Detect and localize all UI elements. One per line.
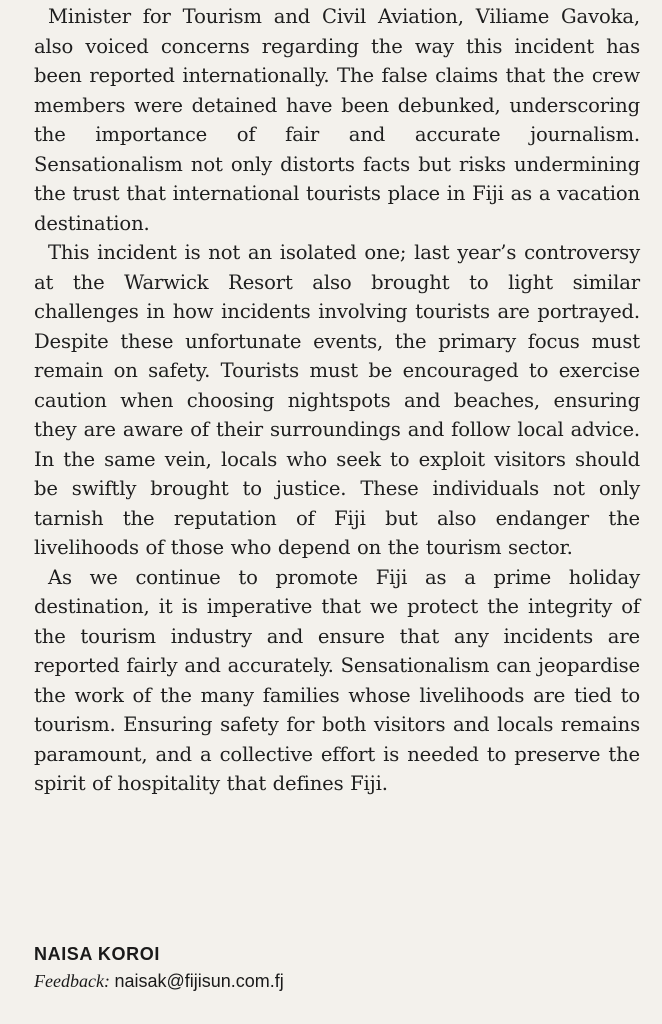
feedback-label: Feedback: xyxy=(34,971,110,991)
article-paragraph: As we continue to promote Fiji as a prime holiday destination, it is imperative that we protect the integrity of the tourism industry and ensure that any incidents are reported fairly and accurately. Sensationalism can jeopardise the work of the many families whose livelihoods are tied to tourism. Ensuring safety for both visitors and locals remains paramount, and a collective effort is needed to preserve the spirit of hospitality that defines Fiji. xyxy=(34,565,640,795)
author-name: NAISA KOROI xyxy=(34,944,160,964)
feedback-email: naisak@fijisun.com.fj xyxy=(114,971,284,991)
feedback-line xyxy=(34,971,284,992)
byline xyxy=(34,944,284,992)
article-body xyxy=(34,2,640,799)
article-paragraph: Minister for Tourism and Civil Aviation, Viliame Gavoka, also voiced concerns regarding the way this incident has been reported internationally. The false claims that the crew members were detained have been debunked, underscoring the importance of fair and accurate journalism. Sensationalism not only distorts facts but risks undermining the trust that international tourists place in Fiji as a vacation destination. xyxy=(34,5,640,235)
article-paragraph: This incident is not an isolated one; last year’s controversy at the Warwick Resort also brought to light similar challenges in how incidents involving tourists are portrayed. Despite these unfortunate events, the primary focus must remain on safety. Tourists must be encouraged to exercise caution when choosing nightspots and beaches, ensuring they are aware of their surroundings and follow local advice. In the same vein, locals who seek to exploit visitors should be swiftly brought to justice. These individuals not only tarnish the reputation of Fiji but also endanger the livelihoods of those who depend on the tourism sector. xyxy=(34,241,640,559)
